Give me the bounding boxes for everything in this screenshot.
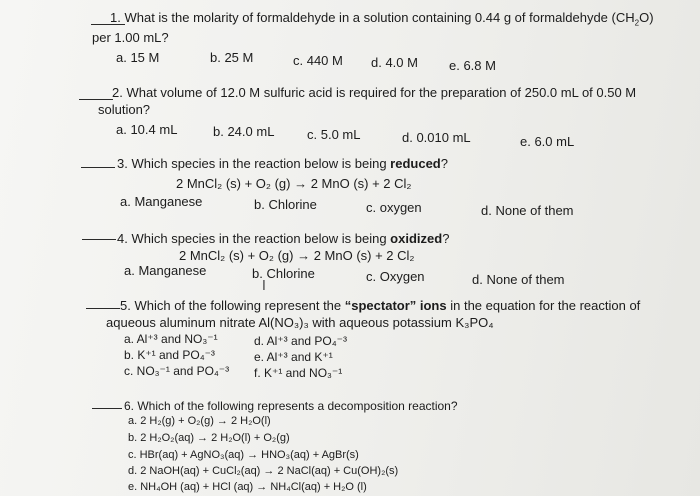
question-1-stem-sub: 2	[634, 18, 640, 28]
question-1-number: 1.	[110, 10, 121, 25]
question-2-option-d: d. 0.010 mL	[402, 130, 471, 145]
question-5-stem: Which of the following represent the	[134, 298, 345, 313]
question-1-option-d: d. 4.0 M	[371, 55, 418, 70]
question-6-option-c: c. HBr(aq) + AgNO₃(aq) → HNO₃(aq) + AgBr(s)	[128, 449, 359, 461]
question-5-option-e: e. Al⁺³ and K⁺¹	[254, 350, 333, 364]
question-4-stem-end: ?	[442, 231, 450, 246]
question-3-equation: 2 MnCl₂ (s) + O₂ (g) → 2 MnO (s) + 2 Cl₂	[176, 176, 412, 191]
question-2-stem: What volume of 12.0 M sulfuric acid is required for the preparation of 250.0 mL of 0.50 M	[126, 85, 637, 100]
answer-blank-3[interactable]	[81, 167, 115, 168]
question-5-option-c: c. NO₃⁻¹ and PO₄⁻³	[124, 364, 230, 378]
question-4-option-d: d. None of them	[472, 272, 565, 287]
question-1-stem: What is the molarity of formaldehyde in a solution containing 0.44 g of formaldehyde (CH	[124, 10, 635, 25]
question-1-option-e: e. 6.8 M	[449, 58, 496, 73]
question-3-option-a: a. Manganese	[120, 194, 203, 209]
question-2-number: 2.	[112, 85, 123, 100]
question-5-line-1	[120, 298, 640, 313]
question-1-option-a: a. 15 M	[116, 50, 160, 65]
answer-blank-4[interactable]	[82, 239, 116, 240]
answer-blank-6[interactable]	[92, 408, 122, 409]
question-2-option-c: c. 5.0 mL	[307, 127, 361, 142]
question-5-stem-bold: “spectator” ions	[344, 298, 447, 313]
question-1-option-c: c. 440 M	[293, 53, 343, 68]
question-3-stem-bold: reduced	[390, 156, 441, 171]
question-2-option-b: b. 24.0 mL	[213, 124, 275, 139]
answer-blank-2[interactable]	[79, 99, 113, 100]
question-5-number: 5.	[120, 298, 131, 313]
question-6-option-d: d. 2 NaOH(aq) + CuCl₂(aq) → 2 NaCl(aq) + Cu(OH)₂(s)	[128, 465, 399, 477]
question-4-option-c: c. Oxygen	[366, 269, 425, 284]
question-6-option-e: e. NH₄OH (aq) + HCl (aq) → NH₄Cl(aq) + H₂O (l)	[128, 481, 367, 493]
question-1-stem-end: O)	[639, 10, 654, 25]
question-4-line-1	[117, 231, 449, 246]
question-2-option-a: a. 10.4 mL	[116, 122, 178, 137]
question-4-stem: Which species in the reaction below is being	[131, 231, 391, 246]
question-1-line-1	[110, 10, 654, 28]
question-6-line-1	[124, 399, 458, 414]
question-2-line-2: solution?	[98, 102, 151, 117]
question-2-option-e: e. 6.0 mL	[520, 134, 575, 149]
question-6-number: 6.	[124, 399, 135, 413]
answer-blank-5[interactable]	[86, 308, 120, 309]
question-3-stem-end: ?	[440, 156, 448, 171]
question-3-option-c: c. oxygen	[366, 200, 422, 215]
question-4-option-a: a. Manganese	[124, 263, 207, 278]
question-3-stem: Which species in the reaction below is being	[131, 156, 391, 171]
question-5-line-2: aqueous aluminum nitrate Al(NO₃)₃ with aqueous potassium K₃PO₄	[106, 315, 494, 330]
question-4-equation: 2 MnCl₂ (s) + O₂ (g) → 2 MnO (s) + 2 Cl₂	[179, 248, 415, 263]
question-5-option-a: a. Al⁺³ and NO₃⁻¹	[124, 332, 218, 346]
question-3-option-b: b. Chlorine	[254, 197, 317, 212]
question-4-stem-bold: oxidized	[390, 231, 443, 246]
question-6-stem: Which of the following represents a decomposition reaction?	[137, 399, 458, 413]
text-cursor-icon: I	[262, 279, 266, 294]
question-5-option-d: d. Al⁺³ and PO₄⁻³	[254, 334, 347, 348]
question-5-stem-end: in the equation for the reaction of	[446, 298, 641, 313]
question-3-line-1	[117, 156, 448, 171]
question-3-option-d: d. None of them	[481, 203, 574, 218]
question-6-option-a: a. 2 H₂(g) + O₂(g) → 2 H₂O(l)	[128, 415, 271, 427]
question-6-option-b: b. 2 H₂O₂(aq) → 2 H₂O(l) + O₂(g)	[128, 432, 290, 444]
question-4-number: 4.	[117, 231, 128, 246]
question-3-number: 3.	[117, 156, 128, 171]
question-2-line-1	[112, 85, 636, 100]
question-4-option-b: b. Chlorine	[252, 266, 315, 281]
question-1-option-b: b. 25 M	[210, 50, 254, 65]
question-5-option-f: f. K⁺¹ and NO₃⁻¹	[254, 366, 343, 380]
question-5-option-b: b. K⁺¹ and PO₄⁻³	[124, 348, 215, 362]
question-1-line-2: per 1.00 mL?	[92, 30, 169, 45]
